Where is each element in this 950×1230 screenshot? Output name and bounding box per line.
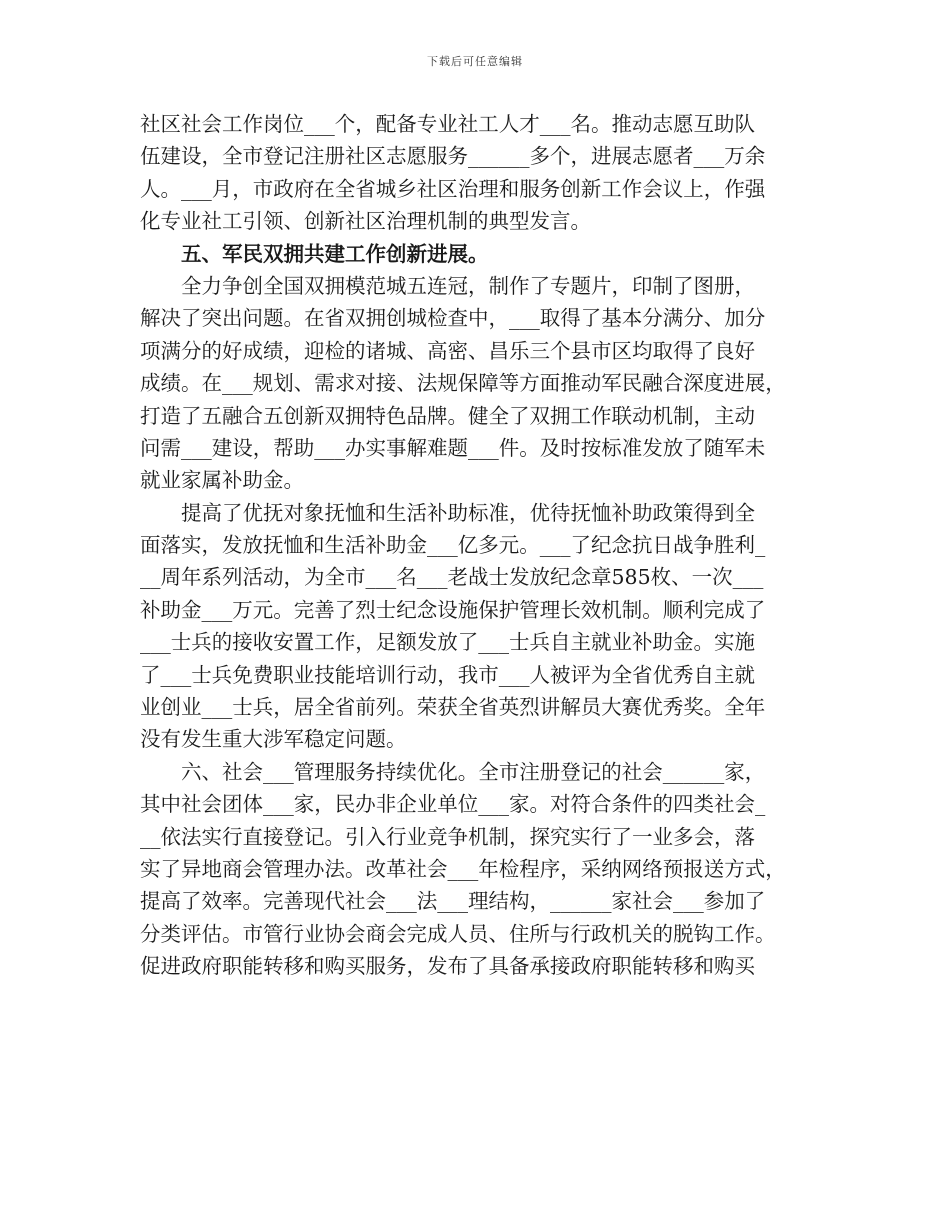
text-line: 促进政府职能转移和购买服务，发布了具备承接政府职能转移和购买 [140, 954, 755, 979]
text-line: 全力争创全国双拥模范城五连冠，制作了专题片，印制了图册， [181, 273, 755, 298]
text-line: 面落实，发放抚恤和生活补助金___亿多元。___了纪念抗日战争胜利_ [140, 533, 766, 558]
text-line: __周年系列活动，为全市___名___老战士发放纪念章585枚、一次___ [140, 565, 764, 590]
text-line: 成绩。在___规划、需求对接、法规保障等方面推动军民融合深度进展， [140, 371, 786, 396]
text-line: 了___士兵免费职业技能培训行动，我市___人被评为全省优秀自主就 [140, 662, 755, 687]
section-heading: 五、军民双拥共建工作创新进展。 [181, 241, 489, 266]
text-line: 业创业___士兵，居全省前列。荣获全省英烈讲解员大赛优秀奖。全年 [140, 695, 766, 720]
body-text [140, 108, 822, 983]
text-line: 就业家属补助金。 [140, 468, 304, 493]
text-line: 六、社会___管理服务持续优化。全市注册登记的社会______家， [181, 759, 766, 784]
text-line: 补助金___万元。完善了烈士纪念设施保护管理长效机制。顺利完成了 [140, 597, 766, 622]
text-line: 其中社会团体___家，民办非企业单位___家。对符合条件的四类社会_ [140, 792, 766, 817]
text-line: 分类评估。市管行业协会商会完成人员、住所与行政机关的脱钩工作。 [140, 921, 776, 946]
text-line: 实了异地商会管理办法。改革社会___年检程序，采纳网络预报送方式， [140, 856, 786, 881]
text-line: 打造了五融合五创新双拥特色品牌。健全了双拥工作联动机制，主动 [140, 403, 755, 428]
text-line: __依法实行直接登记。引入行业竞争机制，探究实行了一业多会，落 [140, 824, 755, 849]
text-line: 社区社会工作岗位___个，配备专业社工人才___名。推动志愿互助队 [140, 112, 755, 136]
text-line: 提高了效率。完善现代社会___法___理结构，______家社会___参加了 [140, 889, 766, 914]
text-line: 伍建设，全市登记注册社区志愿服务______多个，进展志愿者___万余 [140, 144, 766, 169]
text-line: 解决了突出问题。在省双拥创城检查中，___取得了基本分满分、加分 [140, 306, 766, 331]
text-line: 人。___月，市政府在全省城乡社区治理和服务创新工作会议上，作强 [140, 176, 766, 201]
text-line: 项满分的好成绩，迎检的诸城、高密、昌乐三个县市区均取得了良好 [140, 338, 755, 363]
text-line: 没有发生重大涉军稳定问题。 [140, 727, 407, 752]
page-header: 下载后可任意编辑 [427, 55, 523, 68]
text-line: 提高了优抚对象抚恤和生活补助标准，优待抚恤补助政策得到全 [181, 500, 755, 525]
text-line: ___士兵的接收安置工作，足额发放了___士兵自主就业补助金。实施 [140, 630, 755, 655]
text-line: 问需___建设，帮助___办实事解难题___件。及时按标准发放了随军未 [140, 435, 766, 460]
text-line: 化专业社工引领、创新社区治理机制的典型发言。 [140, 209, 591, 234]
